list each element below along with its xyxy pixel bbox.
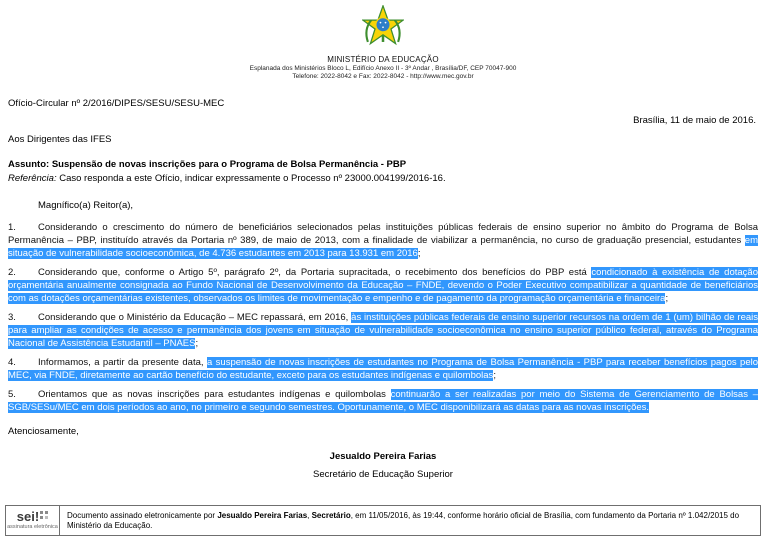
sei-logo-row bbox=[17, 511, 48, 523]
paragraph-text: ; bbox=[417, 248, 421, 259]
subject-text: Suspensão de novas inscrições para o Programa de Bolsa Permanência - PBP bbox=[51, 159, 407, 170]
document-number: Ofício-Circular nº 2/2016/DIPES/SESU/SESU-MEC bbox=[8, 98, 225, 109]
paragraph-text: Considerando o crescimento do número de beneficiários selecionados pelas instituições públicas federais de ensino superior no âmbito do Programa de Bolsa Permanência – PBP, instituído através da Portaria nº 389, de maio de 2013, com a finalidade de viabilizar a permanência, no curso de graduação presencial, estudantes bbox=[8, 222, 758, 246]
ministry-name: MINISTÉRIO DA EDUCAÇÃO bbox=[327, 55, 439, 64]
paragraph-text: Considerando que o Ministério da Educação – MEC repassará, em 2016, bbox=[38, 312, 352, 323]
selected-text: às instituições públicas federais de ensino superior recursos na ordem de 1 (um) bilhão de reais para ampliar as condições de acesso e permanência dos jovens em situação de vulnerabilidade socioeconômica no ensino superior público federal, através do Programa Nacional de Assistência Estudantil – PNAES bbox=[8, 312, 758, 349]
paragraph-number: 2. bbox=[8, 267, 16, 278]
selected-text: a suspensão de novas inscrições de estudantes no Programa de Bolsa Permanência - PBP para receber benefícios pagos pelo MEC, via FNDE, diretamente ao cartão benefício do estudante, exceto para os estudantes indígenas e quilombolas bbox=[8, 357, 759, 381]
body-paragraph bbox=[8, 388, 758, 414]
body-paragraph bbox=[8, 311, 758, 350]
footer-text-segment: , em 11/05/2016, às 19:44, conforme horário oficial de Brasília, com fundamento da Portaria nº 1.042/2015 do Ministério da Educação. bbox=[67, 510, 740, 530]
sei-logo-subtitle: assinatura eletrônica bbox=[7, 524, 58, 530]
signature-name: Jesualdo Pereira Farias bbox=[329, 451, 437, 462]
footer-text-segment: Documento assinado eletronicamente por bbox=[67, 510, 218, 520]
paragraph-number: 3. bbox=[8, 312, 16, 323]
selected-text: condicionado à existência de dotação orçamentária anualmente consignada ao Fundo Nacional de Desenvolvimento da Educação – FNDE, devendo o Poder Executivo compatibilizar a quantidade de beneficiários com as dotações orçamentárias existentes, observados os limites de movimentação e empenho e de pagamento da programação orçamentária e financeira bbox=[8, 267, 758, 304]
body-paragraphs bbox=[8, 221, 758, 414]
reference-text: Caso responda a este Ofício, indicar expressamente o Processo nº 23000.004199/2016-16. bbox=[59, 173, 446, 184]
subject-label: Assunto: bbox=[8, 159, 50, 170]
footer-text-cell bbox=[60, 506, 760, 535]
body-paragraph bbox=[8, 266, 758, 305]
sei-logo bbox=[6, 506, 60, 535]
reference-line bbox=[8, 173, 758, 184]
reference-label: Referência: bbox=[8, 173, 57, 184]
paragraph-text: Orientamos que as novas inscrições para estudantes indígenas e quilombolas bbox=[38, 389, 391, 400]
paragraph-number: 5. bbox=[8, 389, 16, 400]
paragraph-text: ; bbox=[493, 370, 496, 381]
footer-signature-text bbox=[67, 511, 753, 531]
addressee: Aos Dirigentes das IFES bbox=[8, 134, 112, 145]
document-header bbox=[0, 0, 766, 80]
paragraph-number: 4. bbox=[8, 357, 16, 368]
footer-text-segment: Secretário bbox=[311, 510, 351, 520]
paragraph-text: ; bbox=[195, 338, 199, 349]
body-paragraph bbox=[8, 356, 758, 382]
selected-text: continuarão a ser realizadas por meio do Sistema de Gerenciamento de Bolsas – SGB/SESu/MEC em dois períodos ao ano, no primeiro e segundo semestres. Oportunamente, o MEC disponibilizará as datas para as novas inscrições. bbox=[8, 389, 758, 413]
closing: Atenciosamente, bbox=[8, 426, 79, 437]
body-paragraph bbox=[8, 221, 758, 260]
ministry-contact: Telefone: 2022-8042 e Fax: 2022-8042 - http://www.mec.gov.br bbox=[292, 73, 474, 80]
ministry-address: Esplanada dos Ministérios Bloco L, Edifício Anexo II - 3º Andar , Brasília/DF, CEP 70047-900 bbox=[249, 65, 517, 72]
brazil-coat-of-arms-icon bbox=[362, 5, 404, 47]
city-date: Brasília, 11 de maio de 2016. bbox=[633, 115, 756, 126]
paragraph-number: 1. bbox=[8, 222, 16, 233]
footer-text-segment: Jesualdo Pereira Farias bbox=[217, 510, 308, 520]
sei-logo-text: sei! bbox=[16, 509, 40, 524]
subject-line bbox=[8, 159, 758, 170]
signature-block bbox=[0, 451, 766, 480]
salutation: Magnífico(a) Reitor(a), bbox=[38, 200, 134, 211]
signature-footer bbox=[5, 505, 761, 536]
sei-grid-icon bbox=[40, 511, 48, 519]
paragraph-text: Considerando que, conforme o Artigo 5º, parágrafo 2º, da Portaria supracitada, o recebimento dos benefícios do PBP está bbox=[38, 267, 592, 278]
footer-text-segment: , bbox=[307, 510, 312, 520]
signature-title: Secretário de Educação Superior bbox=[313, 469, 453, 480]
paragraph-text: ; bbox=[665, 293, 669, 304]
paragraph-text: Informamos, a partir da presente data, bbox=[38, 357, 207, 368]
selected-text: em situação de vulnerabilidade socioeconômica, de 4.736 estudantes em 2013 para 13.931 em 2016 bbox=[8, 235, 758, 259]
